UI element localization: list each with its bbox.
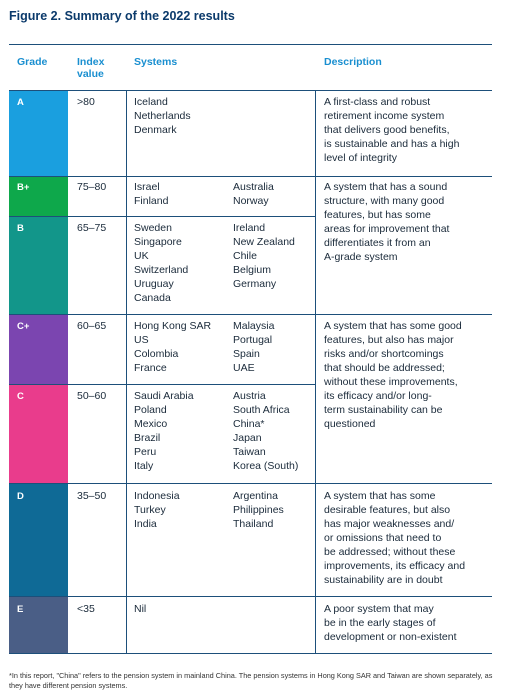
header-systems: Systems xyxy=(134,56,178,68)
grade-label: D xyxy=(17,491,24,502)
index-value: <35 xyxy=(77,603,95,615)
index-value: 50–60 xyxy=(77,390,107,402)
row-rule xyxy=(9,314,492,315)
grade-label: B+ xyxy=(17,182,30,193)
index-value: >80 xyxy=(77,96,95,108)
systems-list: Austria South Africa China* Japan Taiwan Korea (South) xyxy=(233,390,299,472)
systems-list: Israel Finland xyxy=(134,181,169,207)
table-bottom-rule xyxy=(9,653,492,654)
index-value: 60–65 xyxy=(77,320,107,332)
description-b: A system that has a sound structure, with many good features, but has some areas for improvement that differentiates it from an A-grade system xyxy=(324,181,450,263)
systems-list: Ireland New Zealand Chile Belgium Germany xyxy=(233,222,295,290)
systems-list: Sweden Singapore UK Switzerland Uruguay Canada xyxy=(134,222,189,304)
systems-list: Indonesia Turkey India xyxy=(134,490,180,530)
header-index-value: Index value xyxy=(77,56,105,80)
index-value: 35–50 xyxy=(77,490,107,502)
row-rule xyxy=(9,176,492,177)
figure-title: Figure 2. Summary of the 2022 results xyxy=(9,9,235,23)
grade-label: E xyxy=(17,604,24,615)
description-c: A system that has some good features, but also has major risks and/or shortcomings that should be addressed; without these improvements, its efficacy and/or long- term sustainability can be questioned xyxy=(324,320,462,430)
row-rule xyxy=(9,384,315,385)
column-rule xyxy=(126,90,127,653)
description-a: A first-class and robust retirement income system that delivers good benefits, is sustainable and has a high level of integrity xyxy=(324,96,460,164)
systems-list: Hong Kong SAR US Colombia France xyxy=(134,320,212,374)
grade-label: A xyxy=(17,97,24,108)
systems-list: Argentina Philippines Thailand xyxy=(233,490,284,530)
row-rule xyxy=(9,90,492,91)
description-e: A poor system that may be in the early stages of development or non-existent xyxy=(324,603,457,643)
systems-list: Australia Norway xyxy=(233,181,274,207)
table-top-rule xyxy=(9,44,492,45)
systems-list: Malaysia Portugal Spain UAE xyxy=(233,320,275,374)
row-rule xyxy=(9,596,492,597)
index-value: 75–80 xyxy=(77,181,107,193)
systems-list: Nil xyxy=(134,603,147,615)
footnote: *In this report, "China" refers to the pension system in mainland China. The pension systems in Hong Kong SAR and Taiwan are shown separately, as they have different pension systems. xyxy=(9,671,493,690)
grade-label: C xyxy=(17,391,24,402)
description-d: A system that has some desirable features, but also has major weaknesses and/ or omissions that need to be addressed; without these improvements, its efficacy and sustainability are in doubt xyxy=(324,490,466,586)
grade-label: C+ xyxy=(17,321,30,332)
header-grade: Grade xyxy=(17,56,48,68)
row-rule xyxy=(9,216,315,217)
index-value: 65–75 xyxy=(77,222,107,234)
column-rule xyxy=(315,90,316,653)
header-description: Description xyxy=(324,56,382,68)
systems-list: Saudi Arabia Poland Mexico Brazil Peru Italy xyxy=(134,390,194,472)
grade-label: B xyxy=(17,223,24,234)
row-rule xyxy=(9,483,492,484)
systems-list: Iceland Netherlands Denmark xyxy=(134,96,191,136)
